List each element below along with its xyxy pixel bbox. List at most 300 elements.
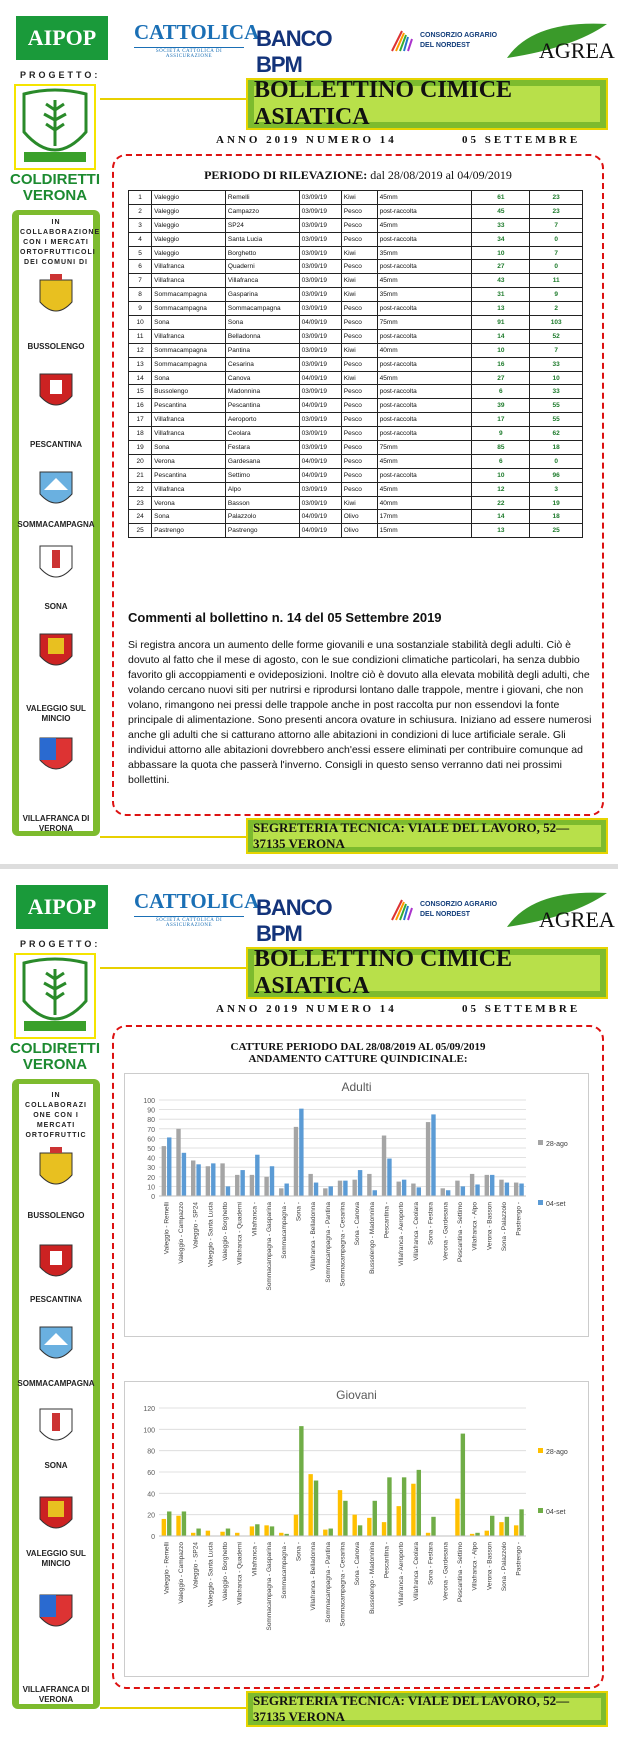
- catture-cell: 33: [472, 218, 530, 232]
- legend-label: 04-set: [546, 1201, 566, 1208]
- banco-bpm-logo: BANCO BPM: [256, 895, 332, 946]
- table-cell: Borghetto: [225, 246, 299, 260]
- catture-cell: 23: [530, 204, 583, 218]
- x-tick-label: Sona - Canova: [354, 1202, 362, 1246]
- bar: [505, 1183, 509, 1196]
- catture-cell: 16: [472, 357, 530, 371]
- bar: [387, 1477, 391, 1536]
- table-cell: 03/09/19: [299, 482, 341, 496]
- comune-pescantina: PESCANTINA: [29, 440, 82, 449]
- bar: [402, 1180, 406, 1196]
- x-tick-label: Sona - Palazzolo: [500, 1202, 508, 1252]
- table-cell: 03/09/19: [299, 191, 341, 205]
- sommacampagna-crest-icon: [36, 466, 76, 512]
- table-cell: Pesco: [341, 441, 377, 455]
- table-cell: Madonnina: [225, 385, 299, 399]
- table-cell: post-raccolta: [377, 413, 472, 427]
- bar: [358, 1170, 362, 1196]
- catture-cell: 14: [472, 329, 530, 343]
- catture-cell: 6: [472, 385, 530, 399]
- table-cell: 03/09/19: [299, 246, 341, 260]
- bar: [431, 1114, 435, 1196]
- table-cell: Pesco: [341, 413, 377, 427]
- y-tick-label: 60: [147, 1470, 155, 1477]
- bar: [264, 1177, 268, 1196]
- bar: [314, 1183, 318, 1196]
- bar: [519, 1184, 523, 1196]
- table-cell: 04/09/19: [299, 454, 341, 468]
- catture-cell: 10: [530, 371, 583, 385]
- x-tick-label: Sommacampagna -: [280, 1202, 288, 1259]
- bar: [455, 1499, 459, 1536]
- divider: [100, 967, 246, 969]
- bulletin-title: BOLLETTINO CIMICE ASIATICA: [254, 86, 600, 122]
- y-tick-label: 100: [143, 1098, 155, 1105]
- catture-cell: 13: [472, 524, 530, 538]
- table-cell: 03/09/19: [299, 204, 341, 218]
- footer-text: SEGRETERIA TECNICA: VIALE DEL LAVORO, 52—37135 VERONA: [253, 1698, 601, 1720]
- x-tick-label: Sommacampagna - Pantina: [324, 1202, 332, 1283]
- catture-cell: 18: [530, 510, 583, 524]
- x-tick-label: Bussolengo - Madonnina: [368, 1202, 376, 1274]
- row-number: 13: [129, 357, 152, 371]
- table-cell: Villafranca: [152, 260, 226, 274]
- bar: [255, 1155, 259, 1196]
- bar: [514, 1525, 518, 1536]
- row-number: 20: [129, 454, 152, 468]
- table-cell: post-raccolta: [377, 232, 472, 246]
- table-cell: 04/09/19: [299, 316, 341, 330]
- table-cell: 40mm: [377, 496, 472, 510]
- bar: [196, 1164, 200, 1196]
- table-row: [129, 343, 583, 357]
- title-banner: [246, 78, 608, 130]
- x-tick-label: Valeggio - Borghetto: [222, 1542, 230, 1601]
- bar: [446, 1190, 450, 1196]
- table-cell: 40mm: [377, 343, 472, 357]
- consorzio-icon: [388, 896, 416, 924]
- table-cell: Valeggio: [152, 246, 226, 260]
- table-cell: 04/09/19: [299, 468, 341, 482]
- bar: [490, 1516, 494, 1536]
- table-cell: 45mm: [377, 218, 472, 232]
- sona-crest-icon: [36, 540, 76, 586]
- catture-cell: 7: [530, 218, 583, 232]
- table-cell: Kiwi: [341, 246, 377, 260]
- bar: [352, 1515, 356, 1536]
- row-number: 14: [129, 371, 152, 385]
- bar: [490, 1175, 494, 1196]
- bar: [431, 1517, 435, 1536]
- y-tick-label: 30: [147, 1165, 155, 1173]
- x-tick-label: Villafranca -: [251, 1202, 259, 1237]
- bar: [343, 1181, 347, 1196]
- divider: [100, 1707, 246, 1709]
- row-number: 11: [129, 329, 152, 343]
- bar: [299, 1426, 303, 1536]
- catture-cell: 7: [530, 343, 583, 357]
- bar: [402, 1477, 406, 1536]
- table-cell: Alpo: [225, 482, 299, 496]
- comune-valeggio: VALEGGIO SUL MINCIO: [26, 704, 86, 723]
- table-row: [129, 468, 583, 482]
- aipop-logo: AIPOP: [16, 885, 108, 929]
- table-cell: 03/09/19: [299, 413, 341, 427]
- table-cell: Pescantina: [152, 399, 226, 413]
- table-cell: Pescantina: [152, 468, 226, 482]
- table-cell: Pesco: [341, 204, 377, 218]
- bar: [323, 1530, 327, 1536]
- bar: [182, 1511, 186, 1536]
- table-cell: post-raccolta: [377, 468, 472, 482]
- x-tick-label: Sommacampagna - Cesarina: [339, 1542, 347, 1627]
- bar: [485, 1531, 489, 1536]
- y-tick-label: 40: [147, 1491, 155, 1499]
- table-cell: Kiwi: [341, 371, 377, 385]
- bar: [284, 1184, 288, 1196]
- row-number: 10: [129, 316, 152, 330]
- catture-cell: 9: [472, 427, 530, 441]
- catture-cell: 0: [530, 454, 583, 468]
- x-tick-label: Sona - Canova: [354, 1542, 362, 1586]
- table-cell: Sona: [152, 441, 226, 455]
- table-cell: Sona: [225, 316, 299, 330]
- table-row: [129, 441, 583, 455]
- table-cell: post-raccolta: [377, 302, 472, 316]
- bar: [220, 1532, 224, 1536]
- row-number: 1: [129, 191, 152, 205]
- table-cell: post-raccolta: [377, 329, 472, 343]
- table-cell: 03/09/19: [299, 385, 341, 399]
- x-tick-label: Valeggio - Remelli: [163, 1542, 171, 1595]
- table-cell: Villafranca: [152, 427, 226, 441]
- aipop-logo: AIPOP: [16, 16, 108, 60]
- x-tick-label: Villafranca - Aeroporto: [398, 1202, 406, 1267]
- table-cell: Sona: [152, 371, 226, 385]
- table-cell: Villafranca: [152, 413, 226, 427]
- table-cell: 35mm: [377, 288, 472, 302]
- progetto-label: PROGETTO:: [20, 70, 101, 80]
- charts-title: CATTURE PERIODO DAL 28/08/2019 AL 05/09/2019 ANDAMENTO CATTURE QUINDICINALE:: [230, 1041, 486, 1065]
- comune-villafranca: VILLAFRANCA DI VERONA: [22, 814, 90, 833]
- x-tick-label: Verona - Gardesana: [442, 1202, 450, 1261]
- bussolengo-crest-icon: [36, 274, 76, 320]
- x-tick-label: Sona - Palazzolo: [500, 1542, 508, 1592]
- y-tick-label: 40: [147, 1155, 155, 1163]
- bar: [475, 1184, 479, 1196]
- row-number: 24: [129, 510, 152, 524]
- bar: [411, 1184, 415, 1196]
- x-tick-label: Bussolengo - Madonnina: [368, 1542, 376, 1614]
- x-tick-label: Valeggio - SP24: [192, 1202, 200, 1249]
- catture-cell: 33: [530, 357, 583, 371]
- catture-cell: 17: [472, 413, 530, 427]
- catture-cell: 3: [530, 482, 583, 496]
- table-cell: Palazzolo: [225, 510, 299, 524]
- bar: [417, 1470, 421, 1536]
- table-cell: Pantina: [225, 343, 299, 357]
- table-cell: Settimo: [225, 468, 299, 482]
- bar: [367, 1174, 371, 1196]
- bar: [417, 1187, 421, 1196]
- periodo: PERIODO DI RILEVAZIONE: dal 28/08/2019 al 04/09/2019: [204, 168, 512, 182]
- row-number: 5: [129, 246, 152, 260]
- x-tick-label: Pastrengo -: [515, 1542, 523, 1576]
- table-cell: Pesco: [341, 454, 377, 468]
- catture-cell: 23: [530, 191, 583, 205]
- catture-cell: 10: [472, 468, 530, 482]
- coldiretti-logo: [14, 84, 96, 170]
- comune-pescantina: PESCANTINA: [29, 1295, 82, 1304]
- table-cell: Valeggio: [152, 218, 226, 232]
- bar: [358, 1525, 362, 1536]
- bar: [255, 1524, 259, 1536]
- x-tick-label: Villafranca - Ceolara: [412, 1542, 420, 1601]
- row-number: 6: [129, 260, 152, 274]
- table-row: [129, 274, 583, 288]
- catture-cell: 55: [530, 399, 583, 413]
- x-tick-label: Pescantina - Settimo: [456, 1542, 464, 1602]
- table-cell: 03/09/19: [299, 260, 341, 274]
- footer-banner: [246, 1691, 608, 1727]
- catture-cell: 33: [530, 385, 583, 399]
- x-tick-label: Valeggio - Campazzo: [178, 1202, 186, 1264]
- table-cell: Kiwi: [341, 343, 377, 357]
- valeggio-crest-icon: [36, 628, 76, 674]
- legend-label: 28-ago: [546, 1141, 568, 1148]
- comune-villafranca: VILLAFRANCA DI VERONA: [22, 1685, 90, 1704]
- consorzio-logo: CONSORZIO AGRARIO DEL NORDEST: [388, 24, 498, 58]
- table-cell: Pesco: [341, 399, 377, 413]
- comune-bussolengo: BUSSOLENGO: [27, 1211, 85, 1220]
- y-tick-label: 90: [147, 1107, 155, 1115]
- catture-cell: 18: [530, 441, 583, 455]
- legend-swatch: [538, 1200, 543, 1205]
- footer-text: SEGRETERIA TECNICA: VIALE DEL LAVORO, 52—37135 VERONA: [253, 825, 601, 847]
- table-cell: Pesco: [341, 329, 377, 343]
- table-cell: Pesco: [341, 302, 377, 316]
- chart-title: Giovani: [336, 1388, 377, 1402]
- comune-sona: SONA: [44, 1461, 68, 1470]
- x-tick-label: Villafranca -: [251, 1542, 259, 1577]
- catture-cell: 55: [530, 413, 583, 427]
- catture-cell: 14: [472, 510, 530, 524]
- x-tick-label: Villafranca - Belladonna: [310, 1542, 318, 1611]
- catture-cell: 52: [530, 329, 583, 343]
- table-cell: Quaderni: [225, 260, 299, 274]
- anno-numero: ANNO 2019 NUMERO 14: [216, 1003, 397, 1015]
- y-tick-label: 60: [147, 1136, 155, 1144]
- comune-valeggio: VALEGGIO SUL MINCIO: [26, 1549, 86, 1568]
- table-cell: Verona: [152, 454, 226, 468]
- catture-cell: 25: [530, 524, 583, 538]
- bar: [182, 1153, 186, 1196]
- cattolica-logo: CATTOLICA SOCIETÀ CATTOLICA DI ASSICURAZIONE: [134, 20, 260, 59]
- table-cell: Sona: [152, 316, 226, 330]
- villafranca-crest-icon: [36, 732, 76, 778]
- table-cell: 35mm: [377, 246, 472, 260]
- bar: [162, 1146, 166, 1196]
- table-row: [129, 385, 583, 399]
- x-tick-label: Pescantina -: [383, 1202, 391, 1239]
- x-tick-label: Valeggio - Remelli: [163, 1202, 171, 1255]
- bar: [191, 1160, 195, 1196]
- table-cell: 04/09/19: [299, 399, 341, 413]
- y-tick-label: 100: [143, 1427, 155, 1435]
- bar: [308, 1174, 312, 1196]
- table-cell: 45mm: [377, 274, 472, 288]
- coldiretti-name: COLDIRETTI VERONA: [10, 1040, 100, 1073]
- bar: [270, 1526, 274, 1536]
- comune-sommacampagna: SOMMACAMPAGNA: [17, 1379, 95, 1388]
- banco-bpm-logo: BANCO BPM: [256, 26, 332, 77]
- table-cell: Kiwi: [341, 288, 377, 302]
- row-number: 18: [129, 427, 152, 441]
- x-tick-label: Villafranca - Quaderni: [236, 1542, 244, 1605]
- table-cell: 45mm: [377, 482, 472, 496]
- bar: [270, 1166, 274, 1196]
- bar: [441, 1188, 445, 1196]
- table-cell: Villafranca: [152, 274, 226, 288]
- table-cell: SP24: [225, 218, 299, 232]
- catture-cell: 13: [472, 302, 530, 316]
- row-number: 8: [129, 288, 152, 302]
- y-tick-label: 20: [147, 1174, 155, 1182]
- table-cell: Remelli: [225, 191, 299, 205]
- table-cell: Gardesana: [225, 454, 299, 468]
- table-cell: Pastrengo: [225, 524, 299, 538]
- table-cell: Pesco: [341, 427, 377, 441]
- title-banner: [246, 947, 608, 999]
- table-row: [129, 496, 583, 510]
- table-cell: Sommacampagna: [225, 302, 299, 316]
- catture-cell: 45: [472, 204, 530, 218]
- catture-cell: 96: [530, 468, 583, 482]
- catture-cell: 31: [472, 288, 530, 302]
- x-tick-label: Pescantina -: [383, 1542, 391, 1579]
- table-cell: Campazzo: [225, 204, 299, 218]
- table-cell: Villafranca: [225, 274, 299, 288]
- villafranca-crest-icon: [36, 1589, 76, 1635]
- table-cell: 03/09/19: [299, 232, 341, 246]
- bar: [226, 1186, 230, 1196]
- row-number: 15: [129, 385, 152, 399]
- table-row: [129, 191, 583, 205]
- x-tick-label: Verona - Basson: [486, 1542, 494, 1591]
- row-number: 16: [129, 399, 152, 413]
- table-row: [129, 232, 583, 246]
- legend-label: 04-set: [546, 1509, 566, 1516]
- table-cell: 03/09/19: [299, 343, 341, 357]
- bar: [329, 1186, 333, 1196]
- bar: [206, 1531, 210, 1536]
- coldiretti-name: COLDIRETTI VERONA: [10, 171, 100, 204]
- bar: [250, 1175, 254, 1196]
- bar: [470, 1174, 474, 1196]
- bar: [411, 1484, 415, 1536]
- bussolengo-crest-icon: [36, 1147, 76, 1193]
- bar: [514, 1183, 518, 1196]
- cattolica-logo: CATTOLICA SOCIETÀ CATTOLICA DI ASSICURAZIONE: [134, 889, 260, 928]
- table-cell: Pesco: [341, 218, 377, 232]
- bar: [397, 1182, 401, 1196]
- y-tick-label: 10: [147, 1184, 155, 1192]
- collaborazione-text: IN COLLABORAZIONE CON I MERCATI ORTOFRUTTICOLI DEI COMUNI DI: [20, 219, 101, 266]
- table-cell: Kiwi: [341, 496, 377, 510]
- legend-swatch: [538, 1448, 543, 1453]
- bar: [352, 1180, 356, 1196]
- table-cell: post-raccolta: [377, 260, 472, 274]
- bar: [461, 1186, 465, 1196]
- bulletin-title: BOLLETTINO CIMICE ASIATICA: [254, 955, 600, 991]
- table-cell: Valeggio: [152, 232, 226, 246]
- table-cell: Verona: [152, 496, 226, 510]
- bar: [279, 1188, 283, 1196]
- row-number: 4: [129, 232, 152, 246]
- table-cell: Pesco: [341, 468, 377, 482]
- table-cell: Bussolengo: [152, 385, 226, 399]
- table-cell: Pesco: [341, 482, 377, 496]
- table-cell: Canova: [225, 371, 299, 385]
- row-number: 12: [129, 343, 152, 357]
- coldiretti-logo: [14, 953, 96, 1039]
- catture-cell: 43: [472, 274, 530, 288]
- table-cell: Pesco: [341, 232, 377, 246]
- x-tick-label: Pastrengo -: [515, 1202, 523, 1236]
- y-tick-label: 80: [147, 1448, 155, 1456]
- x-tick-label: Sommacampagna - Pantina: [324, 1542, 332, 1623]
- chart-adulti: [124, 1073, 589, 1337]
- table-cell: 04/09/19: [299, 524, 341, 538]
- bar: [426, 1122, 430, 1196]
- page-2: [0, 869, 618, 1737]
- bar: [499, 1180, 503, 1196]
- bulletin-date: 05 SETTEMBRE: [462, 134, 581, 146]
- catture-cell: 0: [530, 232, 583, 246]
- bar: [397, 1506, 401, 1536]
- table-row: [129, 302, 583, 316]
- bar: [220, 1163, 224, 1196]
- comment-title: Commenti al bollettino n. 14 del 05 Settembre 2019: [128, 610, 442, 625]
- catture-cell: 0: [530, 260, 583, 274]
- table-row: [129, 288, 583, 302]
- table-cell: post-raccolta: [377, 357, 472, 371]
- bar: [505, 1517, 509, 1536]
- comune-bussolengo: BUSSOLENGO: [27, 342, 85, 351]
- bar: [314, 1481, 318, 1536]
- x-tick-label: Valeggio - Borghetto: [222, 1202, 230, 1261]
- table-cell: Kiwi: [341, 274, 377, 288]
- catture-cell: 27: [472, 260, 530, 274]
- table-cell: Belladonna: [225, 329, 299, 343]
- x-tick-label: Villafranca - Quaderni: [236, 1202, 244, 1265]
- bar: [250, 1526, 254, 1536]
- bar: [235, 1175, 239, 1196]
- table-cell: 03/09/19: [299, 441, 341, 455]
- catture-cell: 10: [472, 246, 530, 260]
- divider: [100, 836, 246, 838]
- table-row: [129, 204, 583, 218]
- progetto-label: PROGETTO:: [20, 939, 101, 949]
- x-tick-label: Villafranca - Ceolara: [412, 1202, 420, 1261]
- bar: [382, 1136, 386, 1196]
- table-cell: Sommacampagna: [152, 343, 226, 357]
- comment-text: Si registra ancora un aumento delle forme giovanili e una sostanziale stabilità degli adulti. Ciò è dovuto al fatto che il mese di agosto, con le sue condizioni climatiche particolari, ha senza dubbio favorito gli accoppiamenti e ovideposizioni. Inoltre ciò è dovuto alla elevata mobilità degli adulti, che volando cercano nuovi siti per nutrirsi e riprodursi lontano dalle trappole, mentre i giovani, che non volano, rimangono nei pressi delle trappole anche in post raccolta pur non essendovi la fonte principale di alimentazione. Sono presenti ancora ovature in schiusura. Iniziano ad essere numerosi anche gli adulti che si catturano attorno alle abitazioni in condizioni di luce artificiale serale. Gli individui attorno alle abitazioni dovrebbero anch'essi essere eliminati per contribuire comunque ad abbassare la quota che passerà l'inverno. Consigli in questo senso verranno dati nei prossimi bollettini.: [128, 639, 592, 786]
- bar: [367, 1518, 371, 1536]
- table-cell: Pesco: [341, 385, 377, 399]
- catture-cell: 22: [472, 496, 530, 510]
- y-tick-label: 80: [147, 1117, 155, 1125]
